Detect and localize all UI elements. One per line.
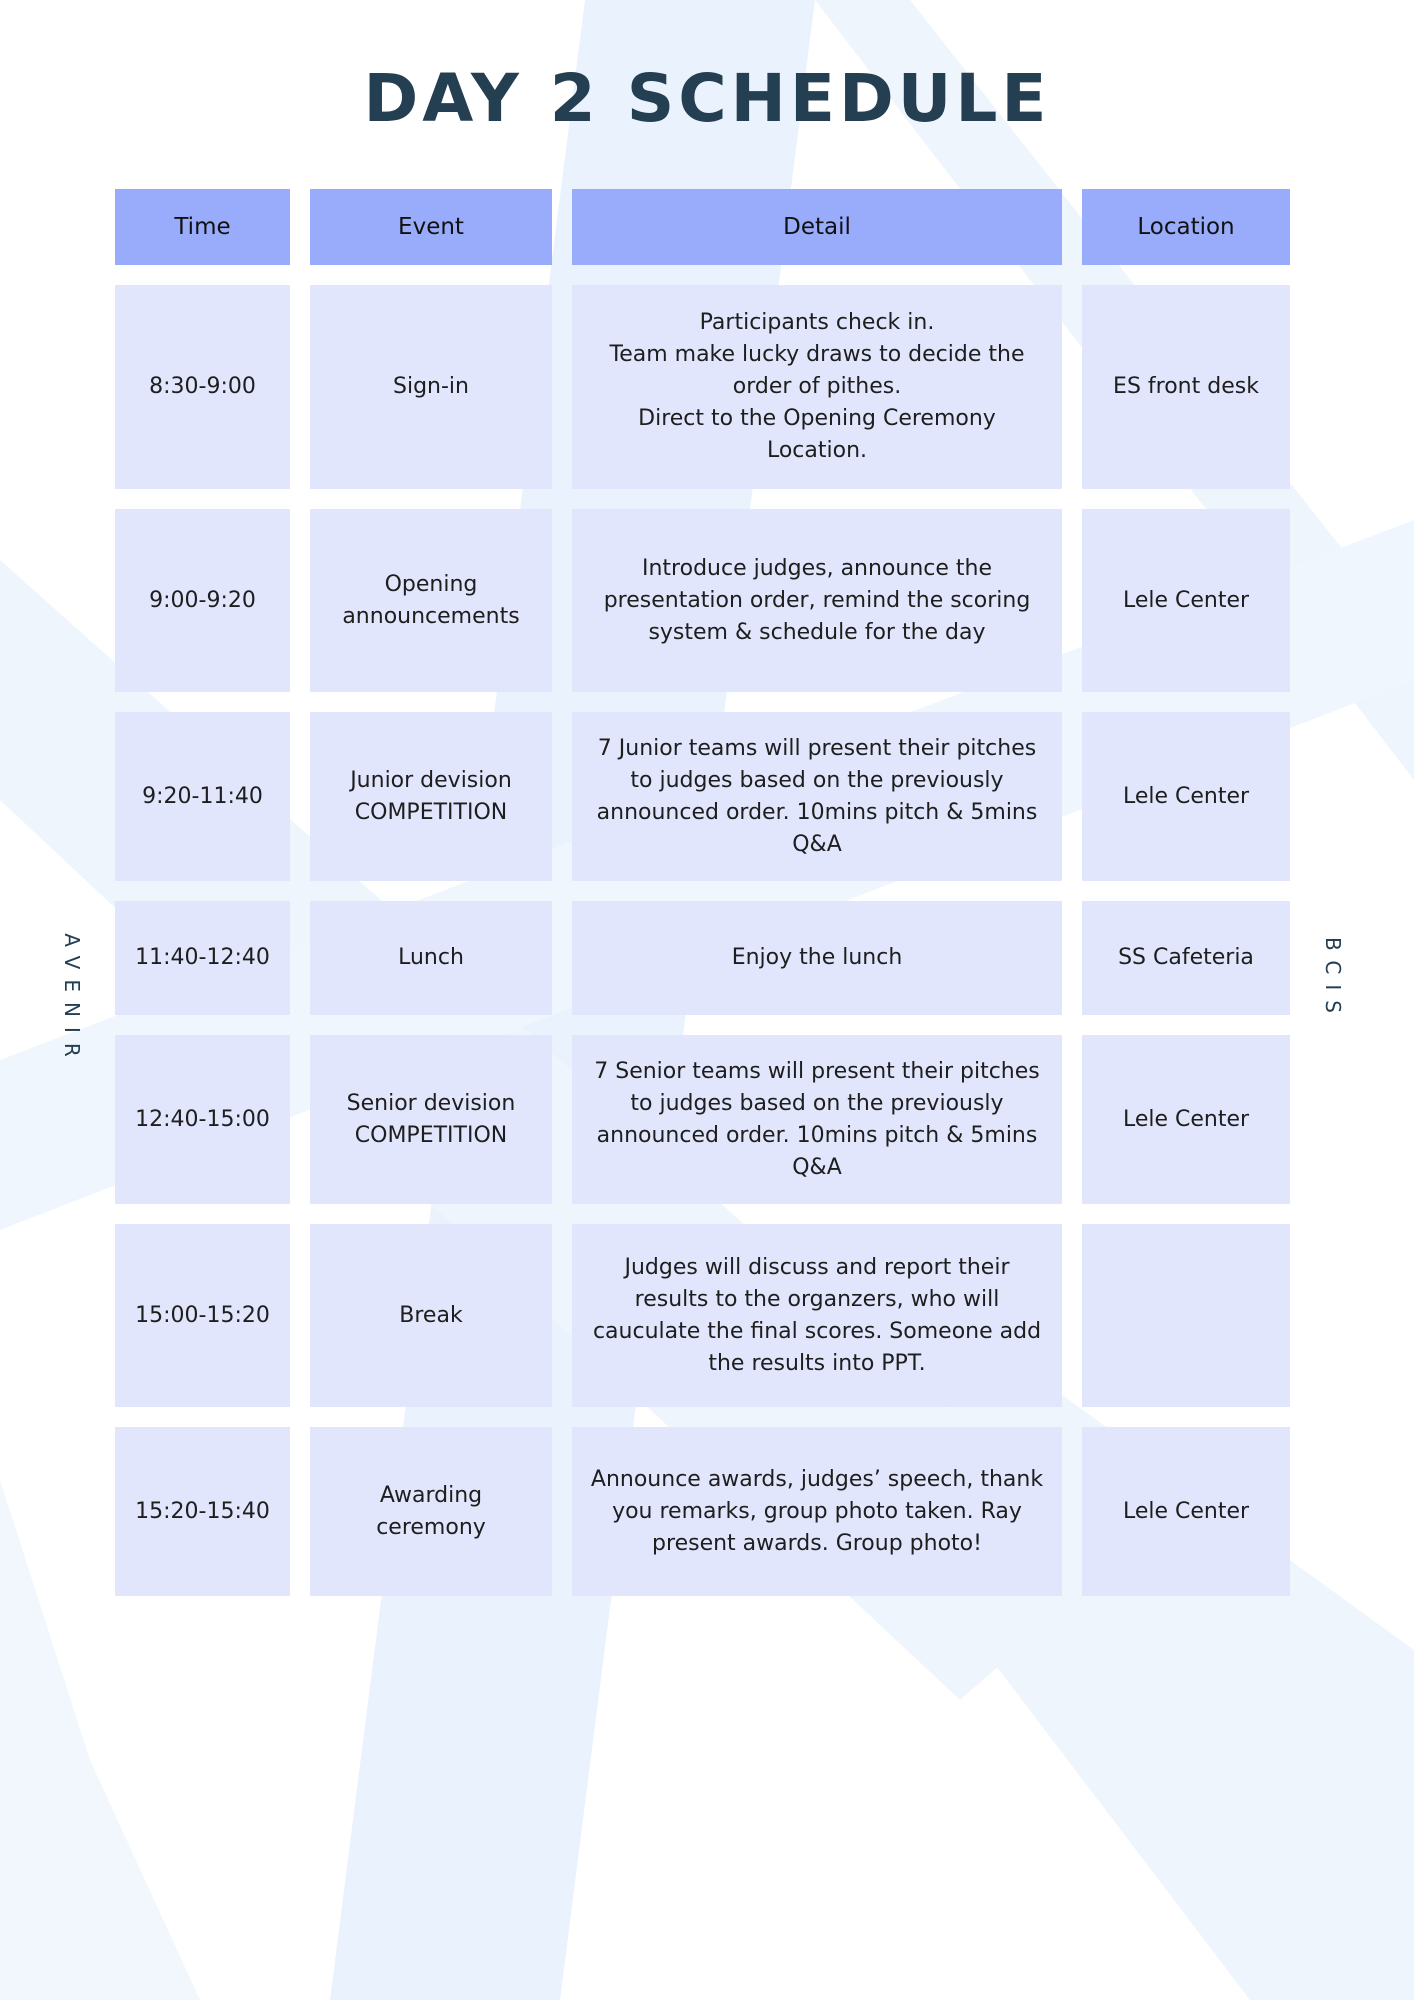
row-5-detail: 7 Senior teams will present their pitches to judges based on the previously announced order. 10mins pitch & 5mins Q&A	[572, 1035, 1062, 1204]
header-time: Time	[115, 189, 290, 265]
row-4-detail: Enjoy the lunch	[572, 901, 1062, 1015]
side-label-left: AVENIR	[60, 933, 84, 1067]
row-1-time: 8:30-9:00	[115, 285, 290, 489]
row-2-time: 9:00-9:20	[115, 509, 290, 692]
row-7-time: 15:20-15:40	[115, 1427, 290, 1596]
row-4-event: Lunch	[310, 901, 552, 1015]
row-4-time: 11:40-12:40	[115, 901, 290, 1015]
row-5-time: 12:40-15:00	[115, 1035, 290, 1204]
row-7-location: Lele Center	[1082, 1427, 1290, 1596]
side-label-right: BCIS	[1321, 937, 1345, 1023]
row-1-detail: Participants check in. Team make lucky draws to decide the order of pithes. Direct to the Opening Ceremony Location.	[572, 285, 1062, 489]
row-5-event: Senior devision COMPETITION	[310, 1035, 552, 1204]
row-7-detail: Announce awards, judges’ speech, thank you remarks, group photo taken. Ray present awards. Group photo!	[572, 1427, 1062, 1596]
row-2-location: Lele Center	[1082, 509, 1290, 692]
schedule-table	[115, 189, 1290, 1596]
header-location: Location	[1082, 189, 1290, 265]
row-3-time: 9:20-11:40	[115, 712, 290, 881]
header-event: Event	[310, 189, 552, 265]
page-title: DAY 2 SCHEDULE	[363, 60, 1051, 137]
row-6-event: Break	[310, 1224, 552, 1407]
row-3-location: Lele Center	[1082, 712, 1290, 881]
row-6-location	[1082, 1224, 1290, 1407]
row-1-event: Sign-in	[310, 285, 552, 489]
row-1-location: ES front desk	[1082, 285, 1290, 489]
row-2-detail: Introduce judges, announce the presentation order, remind the scoring system & schedule for the day	[572, 509, 1062, 692]
row-6-detail: Judges will discuss and report their results to the organzers, who will cauculate the final scores. Someone add the results into PPT.	[572, 1224, 1062, 1407]
row-2-event: Opening announcements	[310, 509, 552, 692]
row-6-time: 15:00-15:20	[115, 1224, 290, 1407]
row-3-detail: 7 Junior teams will present their pitches to judges based on the previously announced order. 10mins pitch & 5mins Q&A	[572, 712, 1062, 881]
row-5-location: Lele Center	[1082, 1035, 1290, 1204]
header-detail: Detail	[572, 189, 1062, 265]
row-4-location: SS Cafeteria	[1082, 901, 1290, 1015]
row-3-event: Junior devision COMPETITION	[310, 712, 552, 881]
row-7-event: Awarding ceremony	[310, 1427, 552, 1596]
